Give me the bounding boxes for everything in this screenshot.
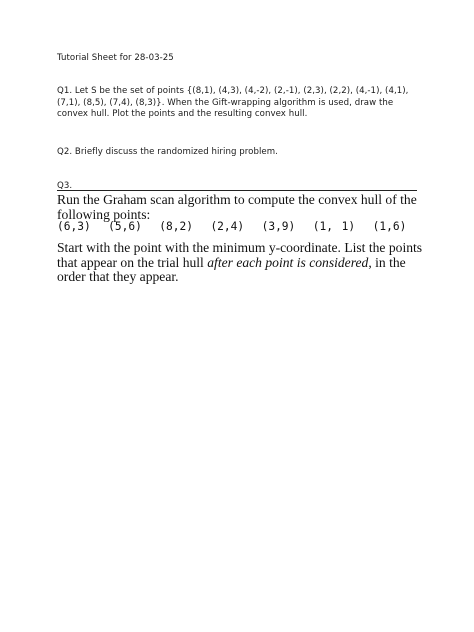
- question-3-point-list: (6,3) (5,6) (8,2) (2,4) (3,9) (1, 1) (1,6): [57, 220, 407, 233]
- question-1: Q1. Let S be the set of points {(8,1), (4,3), (4,-2), (2,-1), (2,3), (2,2), (4,-1), (4,1), (7,1), (8,5), (7,4), (8,3)}. When the Gift-wrapping algorithm is used, draw the convex hull. Plot the points and the resulting convex hull.: [57, 86, 409, 120]
- question-3-label: Q3.: [57, 181, 73, 191]
- question-3-intro: Run the Graham scan algorithm to compute the convex hull of the following points:: [57, 192, 417, 222]
- question-3-instruction-start: Start with the point with the minimum y-coordinate. List the points that appear on the trial hull: [57, 240, 423, 270]
- question-3-instruction-emphasis: after each point is considered: [207, 254, 369, 270]
- question-3-instruction-end: , in the order that they appear.: [57, 254, 406, 284]
- question-2: Q2. Briefly discuss the randomized hiring problem.: [57, 147, 278, 157]
- sheet-title: Tutorial Sheet for 28-03-25: [57, 53, 174, 63]
- question-3-instruction: [57, 241, 433, 285]
- question-3-divider: [57, 190, 417, 191]
